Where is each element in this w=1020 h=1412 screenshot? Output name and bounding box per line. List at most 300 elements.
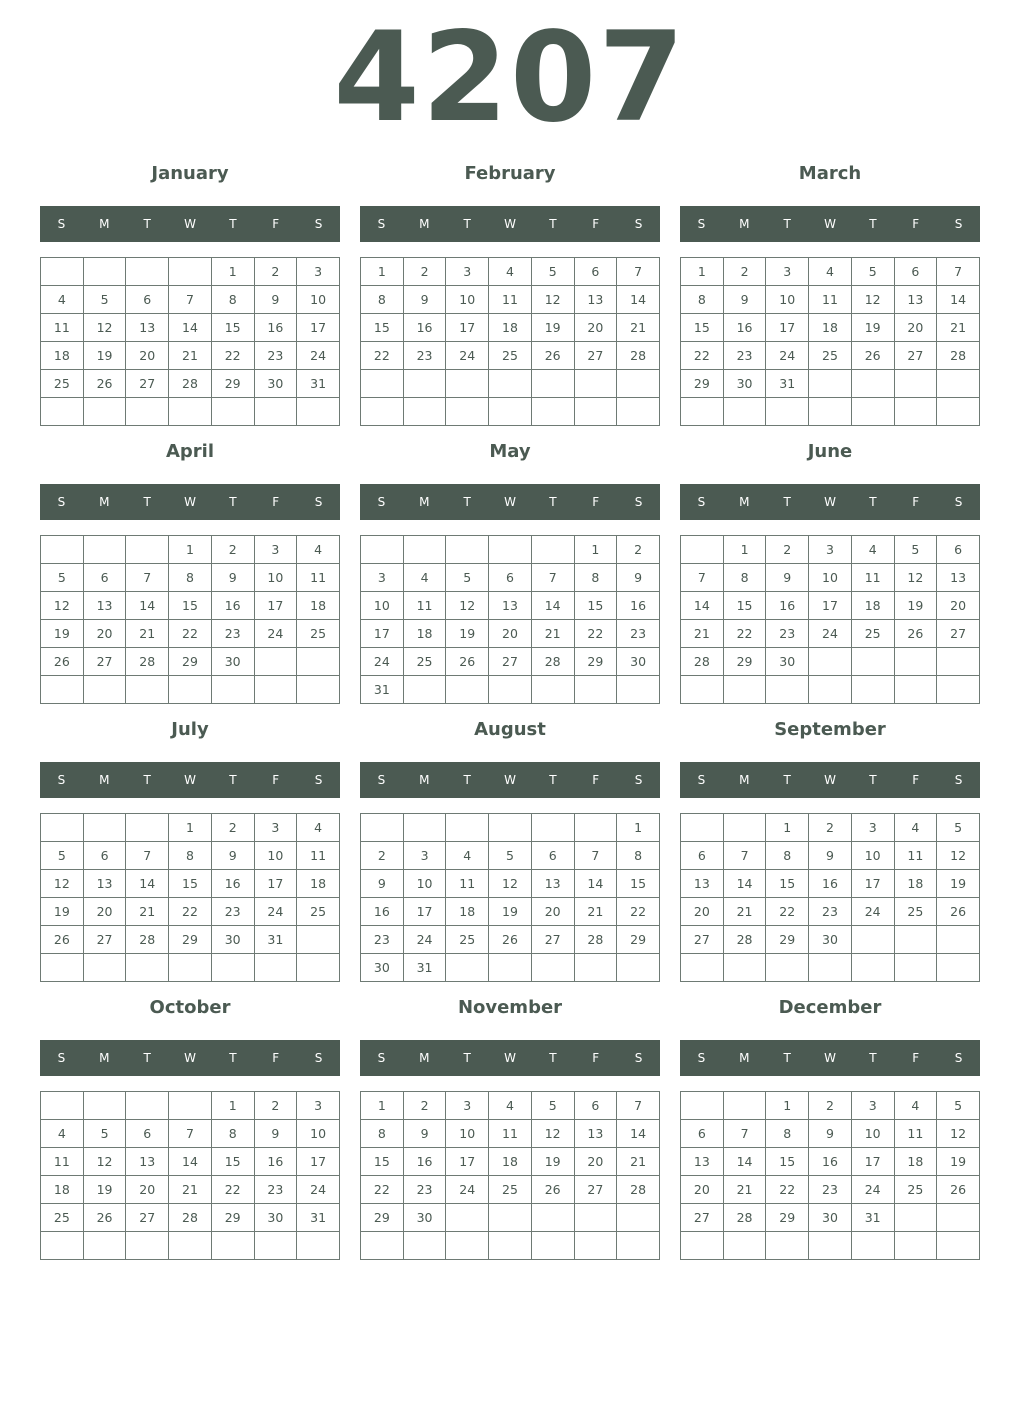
day-cell: 9 bbox=[254, 1120, 297, 1148]
day-cell: 4 bbox=[894, 1092, 937, 1120]
day-cell: 22 bbox=[617, 898, 660, 926]
day-cell: 8 bbox=[574, 564, 617, 592]
week-row bbox=[361, 1148, 660, 1176]
weekday-label: S bbox=[954, 217, 963, 231]
weekday-header bbox=[680, 484, 980, 520]
day-cell: 27 bbox=[83, 648, 126, 676]
week-row bbox=[361, 676, 660, 704]
day-cell: 13 bbox=[489, 592, 532, 620]
empty-day-cell bbox=[851, 1232, 894, 1260]
day-cell: 25 bbox=[489, 342, 532, 370]
empty-day-cell bbox=[169, 954, 212, 982]
day-cell: 10 bbox=[403, 870, 446, 898]
day-cell: 11 bbox=[297, 564, 340, 592]
day-cell: 22 bbox=[766, 898, 809, 926]
day-cell: 29 bbox=[723, 648, 766, 676]
day-cell: 13 bbox=[83, 592, 126, 620]
day-grid bbox=[360, 535, 660, 704]
empty-day-cell bbox=[361, 398, 404, 426]
empty-day-cell bbox=[489, 398, 532, 426]
day-cell: 30 bbox=[766, 648, 809, 676]
day-cell: 15 bbox=[169, 870, 212, 898]
day-cell: 27 bbox=[574, 342, 617, 370]
weekday-label: T bbox=[869, 1051, 877, 1065]
day-cell: 21 bbox=[531, 620, 574, 648]
day-cell: 22 bbox=[723, 620, 766, 648]
weekday-label: T bbox=[463, 1051, 471, 1065]
week-row bbox=[681, 398, 980, 426]
week-row bbox=[41, 1204, 340, 1232]
week-row bbox=[41, 898, 340, 926]
empty-day-cell bbox=[681, 398, 724, 426]
day-cell: 25 bbox=[297, 898, 340, 926]
day-cell: 16 bbox=[211, 592, 254, 620]
day-cell: 12 bbox=[41, 592, 84, 620]
day-cell: 29 bbox=[169, 926, 212, 954]
empty-day-cell bbox=[937, 370, 980, 398]
day-cell: 23 bbox=[361, 926, 404, 954]
empty-day-cell bbox=[297, 926, 340, 954]
weekday-label: T bbox=[229, 217, 237, 231]
week-row bbox=[681, 342, 980, 370]
day-cell: 6 bbox=[126, 1120, 169, 1148]
week-row bbox=[681, 1092, 980, 1120]
day-cell: 16 bbox=[254, 1148, 297, 1176]
day-cell: 12 bbox=[894, 564, 937, 592]
empty-day-cell bbox=[681, 676, 724, 704]
day-cell: 25 bbox=[41, 370, 84, 398]
day-cell: 17 bbox=[403, 898, 446, 926]
day-cell: 29 bbox=[211, 370, 254, 398]
weekday-label: F bbox=[592, 495, 600, 509]
week-row bbox=[681, 870, 980, 898]
week-row bbox=[361, 564, 660, 592]
day-cell: 17 bbox=[297, 314, 340, 342]
day-cell: 20 bbox=[681, 898, 724, 926]
empty-day-cell bbox=[403, 398, 446, 426]
weekday-label: F bbox=[912, 495, 920, 509]
month-name: October bbox=[149, 997, 231, 1018]
empty-day-cell bbox=[446, 370, 489, 398]
empty-day-cell bbox=[766, 398, 809, 426]
day-cell: 19 bbox=[531, 314, 574, 342]
day-cell: 30 bbox=[617, 648, 660, 676]
day-cell: 9 bbox=[766, 564, 809, 592]
day-cell: 20 bbox=[83, 898, 126, 926]
weekday-label: F bbox=[272, 1051, 280, 1065]
day-cell: 29 bbox=[766, 1204, 809, 1232]
day-cell: 26 bbox=[41, 648, 84, 676]
empty-day-cell bbox=[83, 258, 126, 286]
empty-day-cell bbox=[809, 648, 852, 676]
weekday-label: F bbox=[912, 773, 920, 787]
weekday-label: T bbox=[869, 773, 877, 787]
empty-day-cell bbox=[211, 676, 254, 704]
weekday-label: S bbox=[57, 1051, 66, 1065]
day-cell: 26 bbox=[531, 342, 574, 370]
day-cell: 31 bbox=[297, 370, 340, 398]
week-row bbox=[41, 814, 340, 842]
weekday-label: W bbox=[504, 1051, 516, 1065]
day-cell: 10 bbox=[851, 842, 894, 870]
empty-day-cell bbox=[361, 370, 404, 398]
day-cell: 31 bbox=[403, 954, 446, 982]
weekday-label: W bbox=[184, 217, 196, 231]
day-cell: 9 bbox=[403, 1120, 446, 1148]
day-cell: 11 bbox=[41, 314, 84, 342]
empty-day-cell bbox=[766, 954, 809, 982]
day-cell: 10 bbox=[809, 564, 852, 592]
empty-day-cell bbox=[723, 398, 766, 426]
empty-day-cell bbox=[531, 1204, 574, 1232]
day-cell: 7 bbox=[126, 564, 169, 592]
empty-day-cell bbox=[574, 814, 617, 842]
day-cell: 24 bbox=[254, 620, 297, 648]
day-cell: 24 bbox=[809, 620, 852, 648]
weekday-label: T bbox=[143, 495, 151, 509]
weekday-header bbox=[40, 1040, 340, 1076]
day-cell: 18 bbox=[446, 898, 489, 926]
empty-day-cell bbox=[403, 676, 446, 704]
day-cell: 26 bbox=[531, 1176, 574, 1204]
day-cell: 21 bbox=[681, 620, 724, 648]
day-cell: 31 bbox=[297, 1204, 340, 1232]
empty-day-cell bbox=[403, 370, 446, 398]
day-cell: 31 bbox=[361, 676, 404, 704]
week-row bbox=[41, 370, 340, 398]
day-cell: 7 bbox=[723, 1120, 766, 1148]
empty-day-cell bbox=[617, 954, 660, 982]
week-row bbox=[361, 370, 660, 398]
empty-day-cell bbox=[403, 1232, 446, 1260]
empty-day-cell bbox=[617, 1204, 660, 1232]
week-row bbox=[681, 954, 980, 982]
day-cell: 25 bbox=[894, 1176, 937, 1204]
weekday-label: S bbox=[634, 495, 643, 509]
empty-day-cell bbox=[83, 398, 126, 426]
empty-day-cell bbox=[531, 954, 574, 982]
empty-day-cell bbox=[489, 814, 532, 842]
day-cell: 9 bbox=[723, 286, 766, 314]
day-cell: 6 bbox=[574, 258, 617, 286]
weekday-label: M bbox=[419, 495, 430, 509]
day-cell: 7 bbox=[531, 564, 574, 592]
weekday-label: S bbox=[634, 773, 643, 787]
day-cell: 23 bbox=[809, 898, 852, 926]
day-cell: 6 bbox=[489, 564, 532, 592]
day-cell: 17 bbox=[851, 1148, 894, 1176]
day-cell: 5 bbox=[851, 258, 894, 286]
day-cell: 21 bbox=[617, 1148, 660, 1176]
day-grid bbox=[360, 1091, 660, 1260]
weekday-label: W bbox=[504, 773, 516, 787]
day-cell: 25 bbox=[297, 620, 340, 648]
day-cell: 18 bbox=[297, 592, 340, 620]
weekday-label: W bbox=[824, 1051, 836, 1065]
day-cell: 18 bbox=[851, 592, 894, 620]
day-cell: 11 bbox=[894, 842, 937, 870]
empty-day-cell bbox=[851, 648, 894, 676]
day-cell: 25 bbox=[489, 1176, 532, 1204]
day-cell: 14 bbox=[681, 592, 724, 620]
day-cell: 3 bbox=[766, 258, 809, 286]
empty-day-cell bbox=[361, 1232, 404, 1260]
weekday-label: S bbox=[377, 773, 386, 787]
day-cell: 4 bbox=[446, 842, 489, 870]
week-row bbox=[681, 286, 980, 314]
week-row bbox=[41, 954, 340, 982]
day-cell: 8 bbox=[169, 842, 212, 870]
day-cell: 21 bbox=[723, 1176, 766, 1204]
day-cell: 31 bbox=[851, 1204, 894, 1232]
day-cell: 20 bbox=[937, 592, 980, 620]
day-cell: 11 bbox=[489, 286, 532, 314]
day-cell: 1 bbox=[723, 536, 766, 564]
empty-day-cell bbox=[617, 398, 660, 426]
month-name: November bbox=[457, 997, 563, 1018]
day-cell: 20 bbox=[83, 620, 126, 648]
empty-day-cell bbox=[531, 536, 574, 564]
day-cell: 23 bbox=[211, 620, 254, 648]
day-cell: 21 bbox=[574, 898, 617, 926]
day-cell: 24 bbox=[851, 1176, 894, 1204]
day-cell: 5 bbox=[489, 842, 532, 870]
empty-day-cell bbox=[723, 1232, 766, 1260]
day-cell: 27 bbox=[531, 926, 574, 954]
empty-day-cell bbox=[83, 536, 126, 564]
day-cell: 2 bbox=[361, 842, 404, 870]
day-cell: 8 bbox=[617, 842, 660, 870]
day-cell: 10 bbox=[297, 286, 340, 314]
day-cell: 18 bbox=[403, 620, 446, 648]
day-cell: 26 bbox=[83, 370, 126, 398]
day-cell: 23 bbox=[809, 1176, 852, 1204]
weekday-label: S bbox=[697, 773, 706, 787]
day-cell: 2 bbox=[766, 536, 809, 564]
day-grid bbox=[40, 257, 340, 426]
empty-day-cell bbox=[489, 370, 532, 398]
day-cell: 3 bbox=[297, 1092, 340, 1120]
day-cell: 20 bbox=[894, 314, 937, 342]
empty-day-cell bbox=[809, 676, 852, 704]
day-cell: 15 bbox=[361, 1148, 404, 1176]
week-row bbox=[361, 1092, 660, 1120]
day-cell: 11 bbox=[297, 842, 340, 870]
day-cell: 24 bbox=[766, 342, 809, 370]
day-cell: 25 bbox=[41, 1204, 84, 1232]
day-cell: 4 bbox=[489, 1092, 532, 1120]
weekday-label: W bbox=[824, 217, 836, 231]
day-cell: 22 bbox=[574, 620, 617, 648]
day-cell: 1 bbox=[211, 1092, 254, 1120]
weekday-label: S bbox=[954, 495, 963, 509]
empty-day-cell bbox=[297, 676, 340, 704]
day-cell: 14 bbox=[617, 1120, 660, 1148]
day-cell: 17 bbox=[254, 870, 297, 898]
empty-day-cell bbox=[531, 676, 574, 704]
weekday-label: S bbox=[314, 217, 323, 231]
day-cell: 27 bbox=[937, 620, 980, 648]
week-row bbox=[361, 620, 660, 648]
day-cell: 2 bbox=[809, 814, 852, 842]
day-cell: 1 bbox=[617, 814, 660, 842]
weekday-header bbox=[40, 484, 340, 520]
day-cell: 22 bbox=[361, 342, 404, 370]
day-cell: 5 bbox=[531, 1092, 574, 1120]
weekday-label: S bbox=[314, 495, 323, 509]
day-cell: 10 bbox=[766, 286, 809, 314]
empty-day-cell bbox=[937, 398, 980, 426]
day-cell: 8 bbox=[211, 1120, 254, 1148]
day-cell: 5 bbox=[83, 286, 126, 314]
empty-day-cell bbox=[41, 398, 84, 426]
empty-day-cell bbox=[211, 398, 254, 426]
empty-day-cell bbox=[83, 954, 126, 982]
day-cell: 23 bbox=[617, 620, 660, 648]
day-cell: 30 bbox=[254, 370, 297, 398]
week-row bbox=[41, 1092, 340, 1120]
weekday-header bbox=[680, 206, 980, 242]
day-cell: 10 bbox=[254, 564, 297, 592]
day-cell: 9 bbox=[254, 286, 297, 314]
empty-day-cell bbox=[403, 814, 446, 842]
day-cell: 27 bbox=[681, 1204, 724, 1232]
day-cell: 16 bbox=[403, 1148, 446, 1176]
day-cell: 8 bbox=[766, 1120, 809, 1148]
day-cell: 10 bbox=[361, 592, 404, 620]
day-cell: 5 bbox=[41, 564, 84, 592]
empty-day-cell bbox=[489, 676, 532, 704]
week-row bbox=[681, 814, 980, 842]
weekday-label: S bbox=[954, 1051, 963, 1065]
day-cell: 13 bbox=[937, 564, 980, 592]
empty-day-cell bbox=[574, 398, 617, 426]
day-cell: 10 bbox=[851, 1120, 894, 1148]
day-cell: 20 bbox=[489, 620, 532, 648]
week-row bbox=[41, 1232, 340, 1260]
empty-day-cell bbox=[41, 954, 84, 982]
day-cell: 28 bbox=[574, 926, 617, 954]
day-cell: 10 bbox=[297, 1120, 340, 1148]
day-cell: 12 bbox=[489, 870, 532, 898]
empty-day-cell bbox=[254, 398, 297, 426]
empty-day-cell bbox=[894, 648, 937, 676]
day-cell: 14 bbox=[937, 286, 980, 314]
empty-day-cell bbox=[681, 536, 724, 564]
weekday-label: F bbox=[592, 773, 600, 787]
empty-day-cell bbox=[574, 1204, 617, 1232]
weekday-header bbox=[680, 1040, 980, 1076]
empty-day-cell bbox=[126, 1232, 169, 1260]
day-cell: 3 bbox=[254, 814, 297, 842]
day-cell: 15 bbox=[723, 592, 766, 620]
day-cell: 20 bbox=[681, 1176, 724, 1204]
weekday-label: S bbox=[57, 217, 66, 231]
day-cell: 27 bbox=[574, 1176, 617, 1204]
day-cell: 15 bbox=[574, 592, 617, 620]
empty-day-cell bbox=[446, 398, 489, 426]
empty-day-cell bbox=[937, 676, 980, 704]
day-cell: 6 bbox=[681, 842, 724, 870]
day-cell: 23 bbox=[254, 342, 297, 370]
day-cell: 23 bbox=[403, 342, 446, 370]
weekday-label: M bbox=[739, 495, 750, 509]
weekday-label: S bbox=[314, 1051, 323, 1065]
weekday-label: M bbox=[739, 773, 750, 787]
day-cell: 6 bbox=[126, 286, 169, 314]
empty-day-cell bbox=[723, 954, 766, 982]
weekday-label: M bbox=[99, 773, 110, 787]
empty-day-cell bbox=[41, 676, 84, 704]
empty-day-cell bbox=[489, 1204, 532, 1232]
day-cell: 13 bbox=[681, 1148, 724, 1176]
day-cell: 20 bbox=[531, 898, 574, 926]
empty-day-cell bbox=[126, 676, 169, 704]
empty-day-cell bbox=[851, 954, 894, 982]
day-cell: 1 bbox=[766, 1092, 809, 1120]
day-cell: 14 bbox=[126, 592, 169, 620]
day-cell: 11 bbox=[809, 286, 852, 314]
empty-day-cell bbox=[531, 814, 574, 842]
weekday-label: T bbox=[783, 495, 791, 509]
weekday-header bbox=[40, 206, 340, 242]
day-cell: 19 bbox=[446, 620, 489, 648]
empty-day-cell bbox=[531, 1232, 574, 1260]
month-name: September bbox=[774, 719, 886, 740]
day-cell: 28 bbox=[169, 370, 212, 398]
day-cell: 26 bbox=[851, 342, 894, 370]
day-cell: 24 bbox=[851, 898, 894, 926]
day-cell: 17 bbox=[361, 620, 404, 648]
day-cell: 1 bbox=[169, 814, 212, 842]
empty-day-cell bbox=[126, 536, 169, 564]
empty-day-cell bbox=[937, 1232, 980, 1260]
day-cell: 3 bbox=[809, 536, 852, 564]
weekday-label: T bbox=[463, 217, 471, 231]
day-cell: 26 bbox=[937, 898, 980, 926]
weekday-header bbox=[40, 762, 340, 798]
day-cell: 24 bbox=[297, 1176, 340, 1204]
empty-day-cell bbox=[894, 1204, 937, 1232]
empty-day-cell bbox=[254, 1232, 297, 1260]
day-cell: 7 bbox=[617, 1092, 660, 1120]
empty-day-cell bbox=[574, 370, 617, 398]
week-row bbox=[361, 926, 660, 954]
day-cell: 20 bbox=[574, 314, 617, 342]
day-cell: 2 bbox=[809, 1092, 852, 1120]
weekday-label: M bbox=[739, 1051, 750, 1065]
weekday-label: S bbox=[377, 495, 386, 509]
day-cell: 1 bbox=[361, 1092, 404, 1120]
day-cell: 17 bbox=[254, 592, 297, 620]
day-cell: 8 bbox=[681, 286, 724, 314]
day-cell: 6 bbox=[894, 258, 937, 286]
week-row bbox=[41, 620, 340, 648]
empty-day-cell bbox=[809, 398, 852, 426]
weekday-label: F bbox=[912, 1051, 920, 1065]
day-grid bbox=[680, 813, 980, 982]
day-cell: 27 bbox=[126, 1204, 169, 1232]
week-row bbox=[41, 314, 340, 342]
day-cell: 8 bbox=[169, 564, 212, 592]
day-cell: 16 bbox=[211, 870, 254, 898]
empty-day-cell bbox=[254, 648, 297, 676]
empty-day-cell bbox=[169, 1232, 212, 1260]
day-cell: 21 bbox=[937, 314, 980, 342]
day-grid bbox=[40, 535, 340, 704]
weekday-label: S bbox=[697, 1051, 706, 1065]
weekday-label: T bbox=[463, 495, 471, 509]
